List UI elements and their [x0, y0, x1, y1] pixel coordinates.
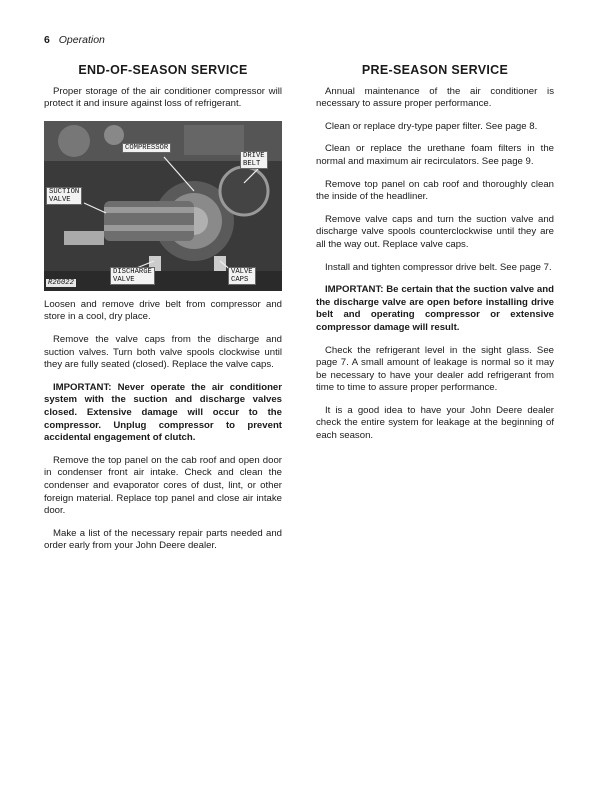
left-intro: Proper storage of the air conditioner compressor will protect it and insure against loss of refrigerant.	[44, 85, 282, 110]
right-paragraph-6: Install and tighten compressor drive belt. See page 7.	[325, 261, 552, 273]
right-important-note: IMPORTANT: Be certain that the suction valve and the discharge valve are open before installing drive belt and operating compressor or extensive compressor damage will result.	[316, 284, 554, 333]
left-important-note: IMPORTANT: Never operate the air conditioner system with the suction and discharge valves closed. Extensive damage will occur to the compressor. Unplug compressor to prevent accidental engagement of clutch.	[44, 381, 282, 444]
compressor-photo	[44, 121, 282, 291]
discharge-valve-label: DISCHARGE VALVE	[110, 267, 155, 285]
right-paragraph-1: Annual maintenance of the air conditioner is necessary to assure proper performance.	[316, 85, 554, 110]
right-paragraph-4: Remove top panel on cab roof and thoroughly clean the inside of the headliner.	[316, 178, 554, 203]
drive-belt-label: DRIVE BELT	[240, 151, 268, 169]
left-paragraph-2: Remove the valve caps from the discharge and suction valves. Turn both valve spools clockwise until they are fully seated (closed). Replace the valve caps.	[44, 333, 282, 371]
valve-caps-label: VALVE CAPS	[228, 267, 256, 285]
section-title: Operation	[58, 34, 105, 46]
compressor-label: COMPRESSOR	[122, 143, 171, 153]
pre-season-heading: PRE-SEASON SERVICE	[361, 63, 509, 77]
left-paragraph-1: Loosen and remove drive belt from compressor and store in a cool, dry place.	[44, 298, 282, 323]
right-paragraph-8: Check the refrigerant level in the sight glass. See page 7. A small amount of leakage is normal so it may be necessary to have your dealer add refrigerant from time to time to assure proper performance.	[316, 344, 554, 394]
figure-code: R26022	[48, 278, 74, 287]
suction-valve-label: SUCTION VALVE	[46, 187, 82, 205]
right-paragraph-5: Remove valve caps and turn the suction valve and discharge valve spools counterclockwise until they are all the way out. Replace valve caps.	[316, 213, 554, 250]
page-number: 6	[44, 34, 50, 46]
right-paragraph-3: Clean or replace the urethane foam filters in the normal and maximum air recirculators. See page 9.	[316, 143, 554, 167]
right-paragraph-9: It is a good idea to have your John Deere dealer check the entire system for leakage at the beginning of each season.	[316, 404, 554, 442]
page-header	[44, 34, 105, 46]
right-column	[316, 64, 554, 453]
left-paragraph-4: Remove the top panel on the cab roof and open door in condenser front air intake. Check and clean the condenser and evaporator cores of dust, lint, or other foreign material. Replace top panel and close air intake door.	[44, 454, 282, 517]
left-column	[44, 64, 282, 563]
end-of-season-heading: END-OF-SEASON SERVICE	[78, 63, 248, 77]
right-paragraph-2: Clean or replace dry-type paper filter. See page 8.	[325, 120, 538, 132]
left-paragraph-5: Make a list of the necessary repair parts needed and order early from your John Deere dealer.	[44, 527, 282, 552]
